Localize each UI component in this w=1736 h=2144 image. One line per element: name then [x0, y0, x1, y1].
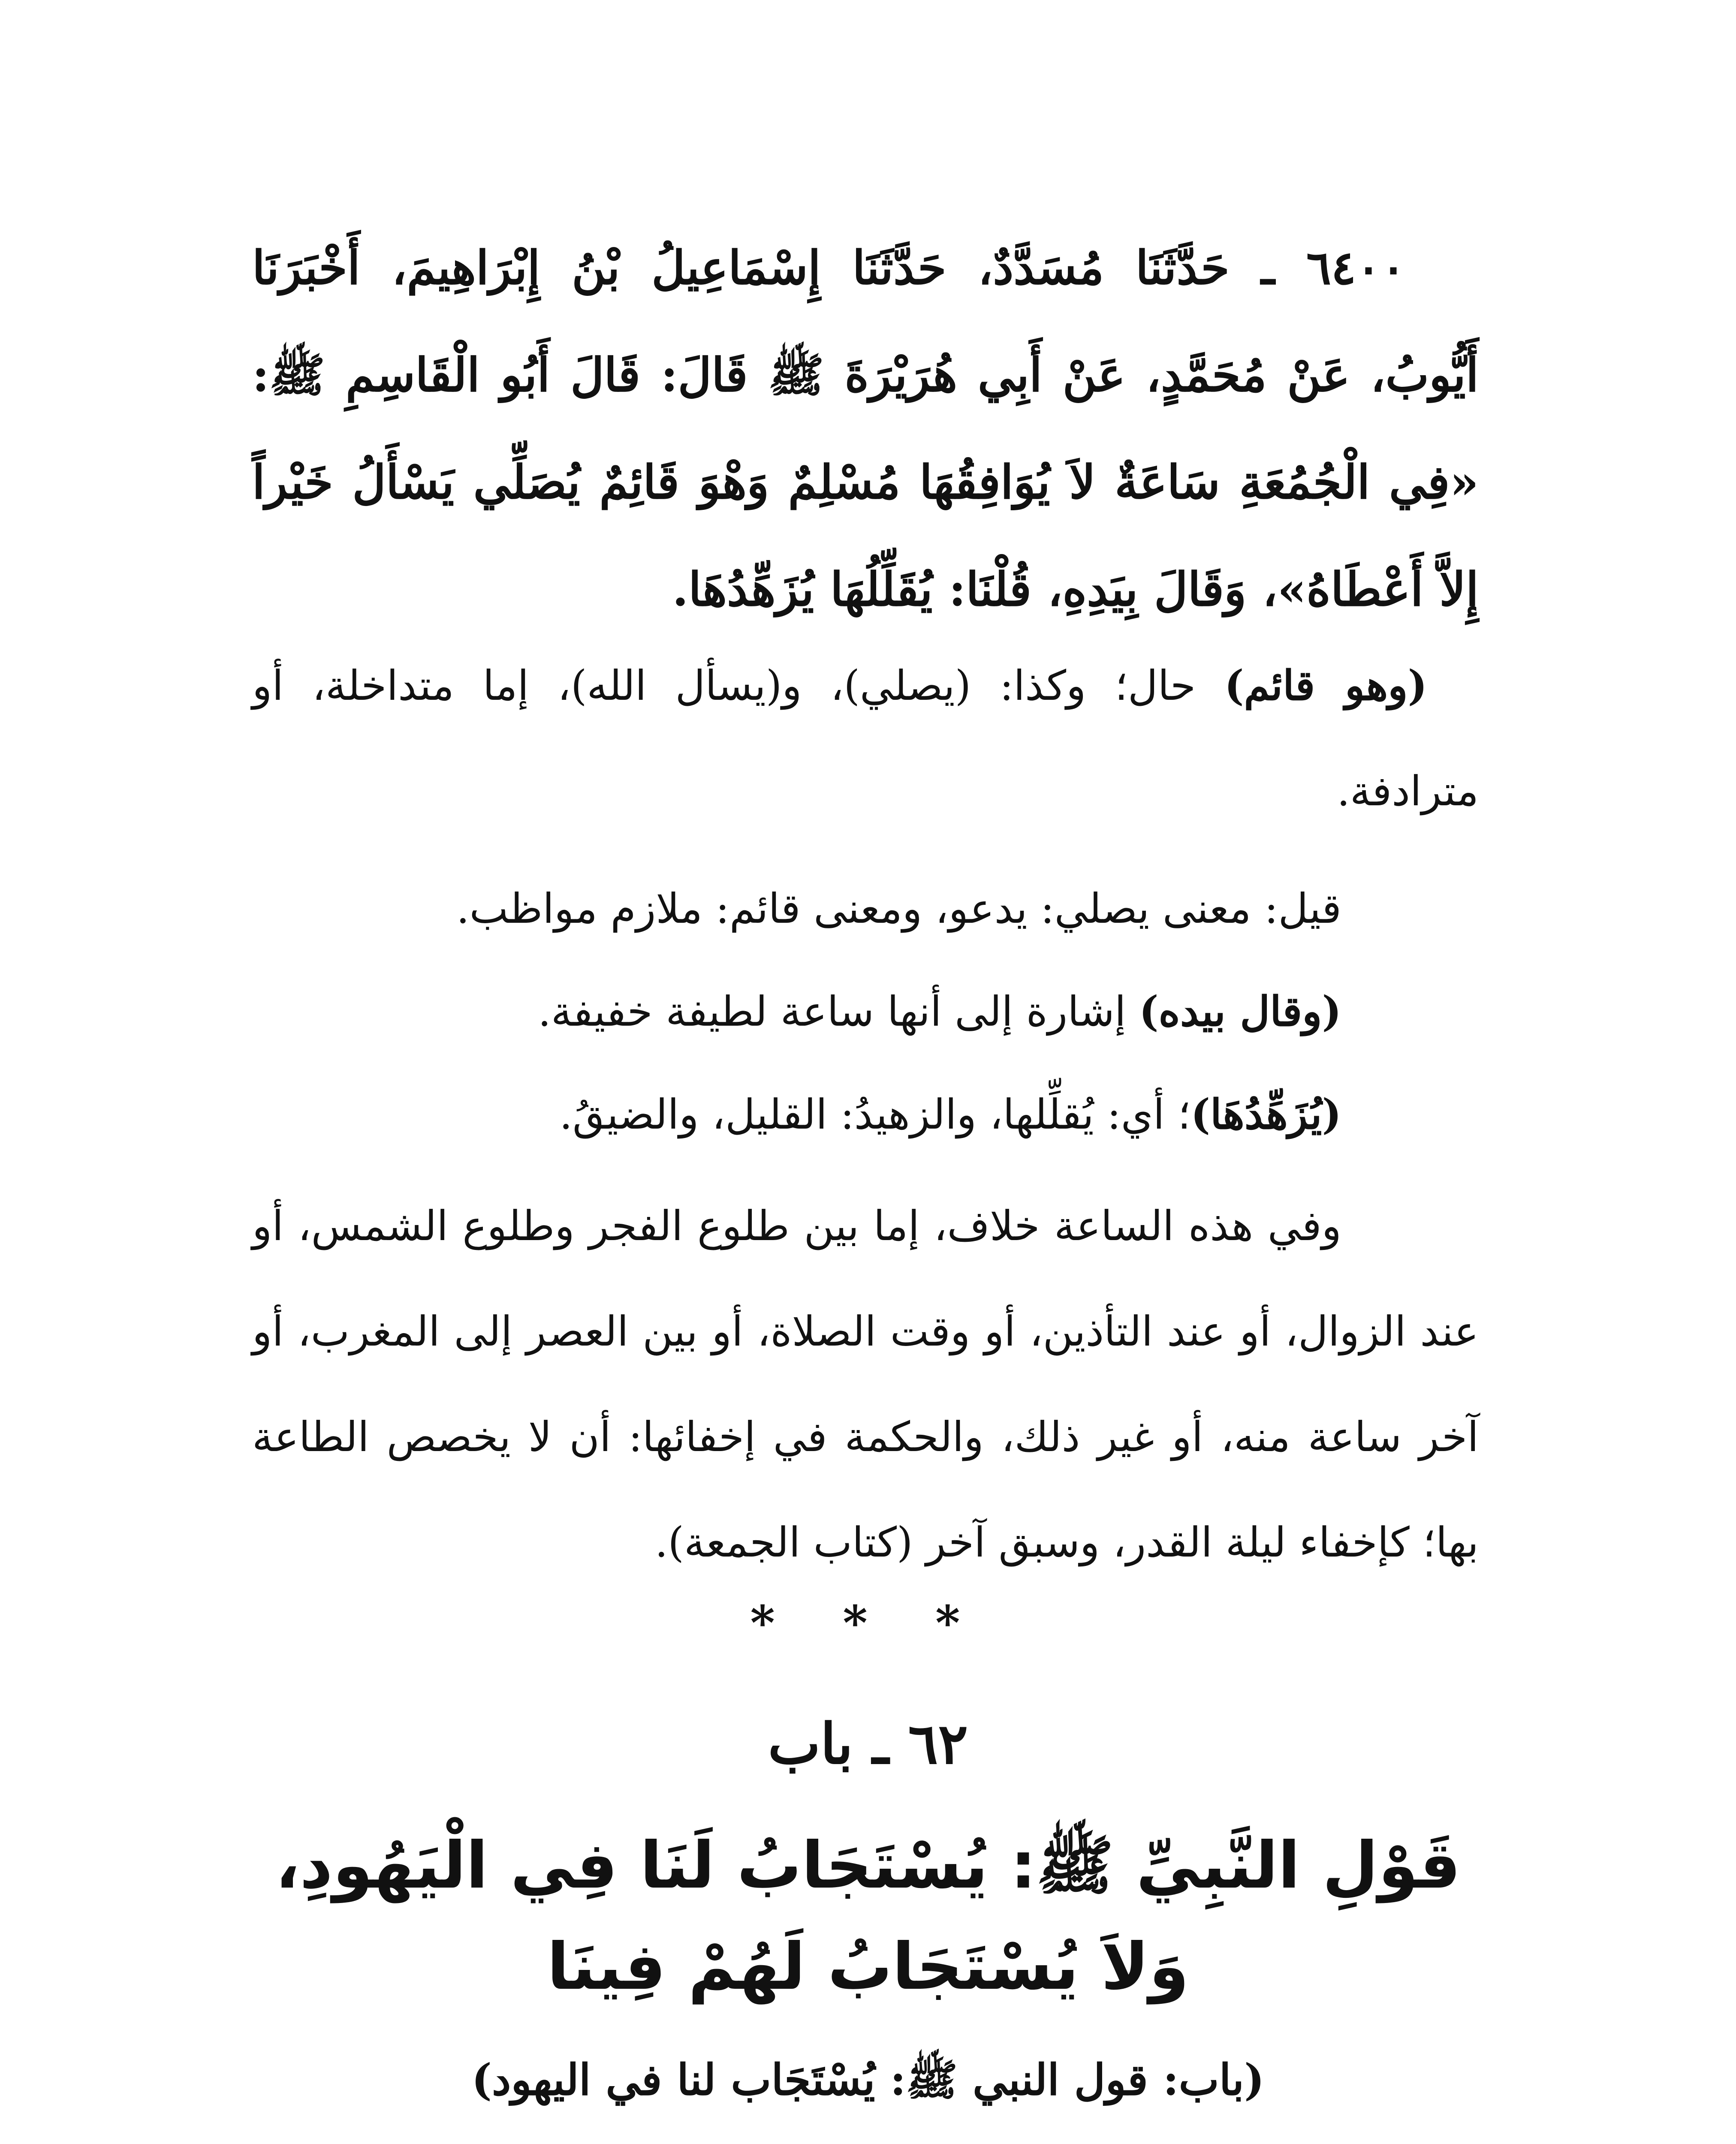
chapter-title-line-2: وَلاَ يُسْتَجَابُ لَهُمْ فِينَا — [547, 1930, 1189, 2004]
chapter-title-line-1: قَوْلِ النَّبِيِّ ﷺ: يُسْتَجَابُ لَنَا فِي الْيَهُودِ، — [275, 1828, 1461, 1903]
commentary-quote-1: (وهو قائم) — [1224, 661, 1428, 710]
commentary-paragraph-1 — [252, 633, 1479, 844]
commentary-paragraph-5: وفي هذه الساعة خلاف، إما بين طلوع الفجر وطلوع الشمس، أو عند الزوال، أو عند التأذين، أو وقت الصلاة، أو بين العصر إلى المغرب، أو آخر ساعة منه، أو غير ذلك، والحكمة في إخفائها: أن لا يخصص الطاعة بها؛ كإخفاء ليلة القدر، وسبق آخر (كتاب الجمعة). — [252, 1202, 1479, 1566]
hadith-6400-text: ٦٤٠٠ ـ حَدَّثَنَا مُسَدَّدٌ، حَدَّثَنَا إِسْمَاعِيلُ بْنُ إِبْرَاهِيمَ، أَخْبَرَنَا أَيُّوبُ، عَنْ مُحَمَّدٍ، عَنْ أَبِي هُرَيْرَةَ ﷺ قَالَ: قَالَ أَبُو الْقَاسِمِ ﷺ: «فِي الْجُمُعَةِ سَاعَةٌ لاَ يُوَافِقُهَا مُسْلِمٌ وَهْوَ قَائِمٌ يُصَلِّي يَسْأَلُ خَيْراً إِلاَّ أَعْطَاهُ»، وَقَالَ بِيَدِهِ، قُلْنَا: يُقَلِّلُهَا يُزَهِّدُهَا. — [252, 241, 1479, 617]
chapter-subheading: (باب: قول النبي ﷺ: يُسْتَجَاب لنا في اليهود) — [471, 2054, 1265, 2105]
commentary-quote-4: (يُزَهِّدُهَا) — [1190, 1090, 1341, 1138]
chapter-number: ٦٢ ـ باب — [768, 1711, 968, 1777]
commentary-text-1: حال؛ وكذا: (يصلي)، و(يسأل الله)، إما متداخلة، أو مترادفة. — [252, 662, 1479, 815]
section-separator: * * * — [750, 1595, 986, 1650]
commentary-paragraph-3 — [252, 959, 1479, 1064]
commentary-text-4: ؛ أي: يُقلِّلها، والزهيدُ: القليل، والضيقُ. — [559, 1090, 1191, 1138]
commentary-text-3: إشارة إلى أنها ساعة لطيفة خفيفة. — [538, 988, 1139, 1036]
commentary-quote-3: (وقال بيده) — [1139, 987, 1341, 1036]
commentary-paragraph-4 — [252, 1062, 1479, 1167]
commentary-paragraph-2: قيل: معنى يصلي: يدعو، ومعنى قائم: ملازم مواظب. — [456, 885, 1341, 933]
